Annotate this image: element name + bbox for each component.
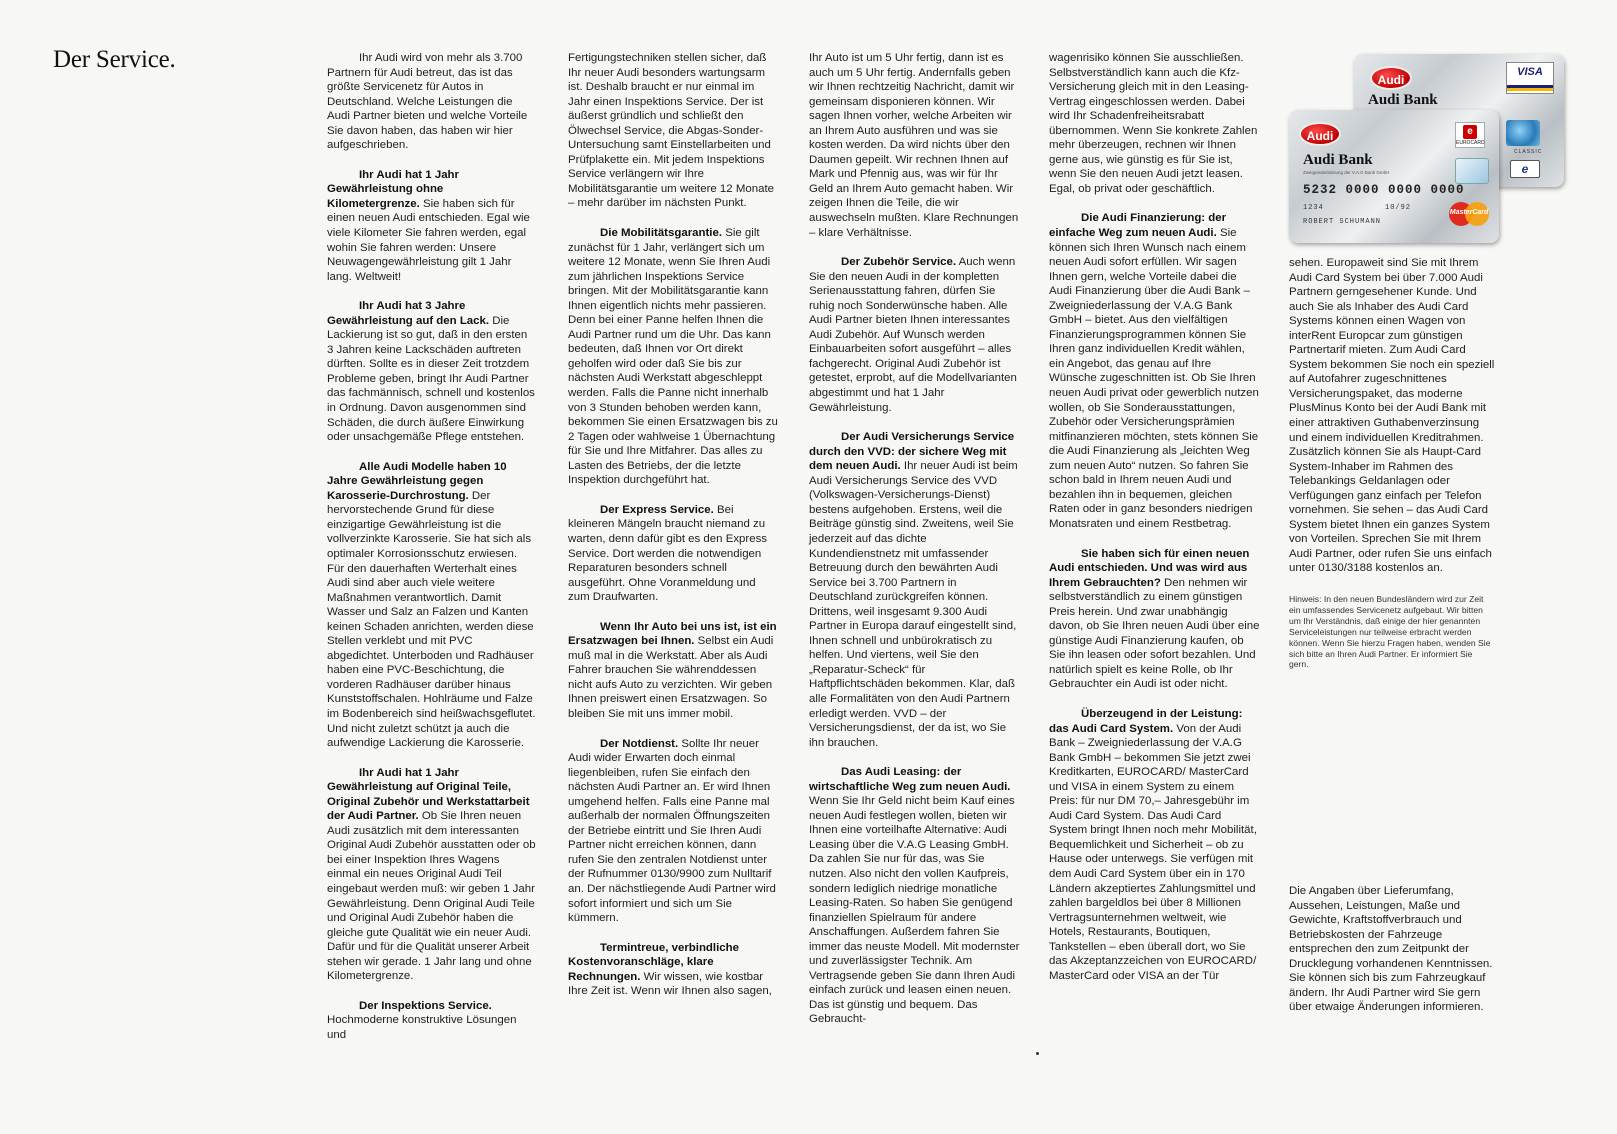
mastercard-logo: MasterCard [1449, 202, 1489, 226]
eurocard-logo: e EUROCARD [1455, 122, 1485, 148]
paragraph-text: Ihr Audi wird von mehr als 3.700 Partnern für Audi betreut, das ist das größte Servicenetz für Autos in Deutschland. Welche Leistungen die Audi Partner bieten und welche Vorteile Sie davon haben, das haben wir hier aufgeschrieben. [327, 52, 528, 152]
paragraph-text: Sie gilt zunächst für 1 Jahr, verlängert sich um weitere 12 Monate, wenn Sie Ihren Audi zum jährlichen Inspektions Service bringen. Mit der Mobilitätsgarantie kann Ihnen eigentlich nichts mehr passieren. Denn bei einer Panne helfen Ihnen die Audi Partner rund um die Uhr. Das kann bedeuten, daß Ihnen vor Ort direkt geholfen wird oder daß Sie bis zur nächsten Audi Werkstatt abgeschleppt werden. Falls die Panne nicht innerhalb von 3 Stunden behoben werden kann, bekommen Sie einen Ersatzwagen bis zu 2 Tagen oder wahlweise 1 Übernachtung für Sie und Ihre Mitfahrer. Das alles zu Lasten des Betriebs, der die letzte Inspektion durchgeführt hat. [568, 227, 778, 487]
card-number: 5232 0000 0000 0000 [1303, 183, 1465, 197]
section-heading: Das Audi Leasing: der wirtschaftliche Weg zum neuen Audi. [809, 766, 1011, 793]
paragraph [568, 941, 779, 999]
paragraph-text: wagenrisiko können Sie ausschließen. Selbstverständlich kann auch die Kfz-Versicherung gleich mit in den Leasing-Vertrag eingeschlossen werden. Dabei wird Ihr Schadenfreiheitsrabatt übernommen. Wenn Sie konkrete Zahlen mehr überzeugen, rechnen wir Ihnen gerne aus, wie günstig es für Sie ist, wenn Sie den neuen Audi jetzt leasen. Egal, ob privat oder geschäftlich. [1049, 52, 1258, 195]
paragraph [327, 460, 536, 751]
paragraph [809, 430, 1020, 750]
paragraph [327, 766, 536, 984]
ec-logo: e [1510, 160, 1540, 178]
card-holder: ROBERT SCHUMANN [1303, 218, 1382, 226]
audi-logo: Audi [1299, 122, 1341, 146]
section-heading: Ihr Audi hat 1 Jahr Gewährleistung auf Original Teile, Original Zubehör und Werkstattarbeit der Audi Partner. [327, 766, 530, 823]
classic-label: CLASSIC [1514, 149, 1543, 155]
paragraph-text: Die Lackierung ist so gut, daß in den ersten 3 Jahren keine Lackschäden auftreten dürften. Sollte es in dieser Zeit trotzdem Probleme geben, bringt Ihr Audi Partner das fachmännisch, schnell und kostenlos in Ordnung. Davon ausgenommen sind Schäden, die durch äußere Einwirkung oder unsachgemäße Pflege entstehen. [327, 314, 535, 444]
paragraph [327, 299, 536, 444]
disclaimer: Die Angaben über Lieferumfang, Aussehen, Leistungen, Maße und Gewichte, Kraftstoffverbrauch und Betriebskosten der Fahrzeuge entsprechen den zum Zeitpunkt der Drucklegung vorhandenen Kenntnissen. Sie können sich bis zum Fahrzeugkauf ändern. Ihr Audi Partner wird Sie gern über etwaige Änderungen informieren. [1289, 885, 1493, 1014]
paragraph-text: Den nehmen wir selbstverständlich zu einem günstigen Preis herein. Und zwar unabhängig davon, ob Sie Ihren neuen Audi über eine günstige Audi Finanzierung kaufen, ob Sie ihn leasen oder sofort bezahlen. Und natürlich spielt es keine Rolle, ob Ihr Gebrauchter ein Audi ist oder nicht. [1049, 576, 1260, 691]
paragraph: sehen. Europaweit sind Sie mit Ihrem Audi Card System bei über 7.000 Audi Partnern gerngesehener Kunde. Und auch Sie als Inhaber des Audi Card Systems können einen Wagen von interRent Europcar zum günstigen Partnertarif mieten. Zum Audi Card System bekommen Sie noch ein speziell auf Autofahrer zugeschnittenes Versicherungspaket, das moderne PlusMinus Konto bei der Audi Bank mit einer attraktiven Guthabenverzinsung und einem individuellen Kreditrahmen. Zusätzlich können Sie als Haupt-Card System-Inhaber im Rahmen des Telebankings Geldanlagen oder Verfügungen ganz einfach per Telefon vornehmen. Sie sehen – das Audi Card System bietet Ihnen ein ganzes System von Vorteilen. Sprechen Sie mit Ihrem Audi Partner, oder rufen Sie uns einfach unter 0130/3188 kostenlos an. [1289, 257, 1495, 575]
paragraph-text: Der hervorstechende Grund für diese einzigartige Gewährleistung ist die vollverzinkte Karosserie. Sie hat sich als optimaler Korrosionsschutz erwiesen. Für den dauerhaften Werterhalt eines Audi sind aber auch viele weitere Maßnahmen verantwortlich. Damit Wasser und Salz an Falzen und Kanten keinen Schaden anrichten, werden diese Stellen verklebt und mit PVC abgedichtet. Unterboden und Radhäuser haben eine PVC-Beschichtung, die vorderen Radhäuser darüber hinaus Kunststoffschalen. Hohlräume und Falze im Bodenbereich sind heißwachsgeflutet. Und nicht zuletzt schützt ja auch die aufwendige Lackierung die Karosserie. [327, 489, 536, 750]
paragraph [1049, 547, 1260, 692]
paragraph-text: Sollte Ihr neuer Audi wider Erwarten doch einmal liegenbleiben, rufen Sie einfach den nächsten Audi Partner an. Er wird Ihnen umgehend helfen. Falls eine Panne mal außerhalb der normalen Öffnungszeiten der Betriebe eintritt und Sie Ihren Audi Partner nicht erreichen können, dann rufen Sie den zentralen Notdienst unter der Rufnummer 0130/9900 zum Nulltarif an. Der nächstliegende Audi Partner wird sofort informiert und sich um Sie kümmern. [568, 737, 776, 925]
section-heading: Die Audi Finanzierung: der einfache Weg zum neuen Audi. [1049, 212, 1227, 240]
hologram-globe-icon [1455, 158, 1489, 184]
paragraph [809, 255, 1020, 415]
section-heading: Der Express Service. [600, 503, 714, 516]
section-heading: Der Notdienst. [600, 737, 679, 750]
paragraph [568, 620, 779, 722]
card-bank-name: Audi Bank [1303, 152, 1373, 168]
paragraph-text: Bei kleineren Mängeln braucht niemand zu warten, denn dafür gibt es den Express Service. Dort werden die notwendigen Reparaturen besonders schnell ausgeführt. Ohne Voranmeldung und zum Draufwarten. [568, 503, 768, 604]
text-column-5 [1289, 256, 1497, 576]
section-heading: Alle Audi Modelle haben 10 Jahre Gewährleistung gegen Karosserie-Durchrostung. [327, 460, 507, 502]
paragraph [327, 999, 536, 1043]
text-column-4 [1049, 51, 1260, 983]
eurocard-mastercard-image [1289, 110, 1499, 243]
paragraph-text: Wir wissen, wie kostbar Ihre Zeit ist. Wenn wir Ihnen also sagen, [568, 970, 772, 998]
paragraph [327, 51, 536, 153]
section-heading: Überzeugend in der Leistung: das Audi Card System. [1049, 707, 1243, 735]
paragraph-text: Sie haben sich für einen neuen Audi entschieden. Egal wie viele Kilometer Sie fahren werden, egal wohin Sie fahren werden: Unsere Neuwagengewährleistung gilt 1 Jahr lang. Weltweit! [327, 197, 530, 283]
visa-logo: VISA [1506, 62, 1554, 94]
section-heading: Der Audi Versicherungs Service durch den VVD: der sichere Weg mit dem neuen Audi. [809, 431, 1015, 473]
section-heading: Ihr Audi hat 1 Jahr Gewährleistung ohne Kilometergrenze. [327, 168, 459, 210]
paragraph [568, 51, 779, 211]
paragraph [809, 51, 1020, 240]
paragraph-text: Ihr Auto ist um 5 Uhr fertig, dann ist es auch um 5 Uhr fertig. Andernfalls geben wir Ihnen rechtzeitig Nachricht, damit wir gemeinsam disponieren können. Wir sagen Ihnen vorher, welche Arbeiten wir an Ihrem Auto ausführen und was sie kosten werden. Da wird nichts über den Daumen gepeilt. Wir rechnen Ihnen auf Mark und Pfennig aus, was wir für Ihr Geld an Ihrem Auto gemacht haben. Wir zeigen Ihnen die Teile, die wir auswechseln mußten. Klare Rechnungen – klare Verhältnisse. [809, 52, 1019, 239]
paragraph-text: Selbst ein Audi muß mal in die Werkstatt. Aber als Audi Fahrer brauchen Sie währenddessen nicht aufs Auto zu verzichten. Wir geben Ihnen preiswert einen Ersatzwagen. So bleiben Sie mit uns immer mobil. [568, 635, 774, 720]
paragraph [568, 226, 779, 488]
paragraph [327, 168, 536, 284]
section-heading: Der Zubehör Service. [841, 256, 957, 269]
paragraph-text: Ob Sie Ihren neuen Audi zusätzlich mit dem interessanten Original Audi Zubehör ausstatten oder ob bei einer Inspektion Ihres Wagens einmal ein neues Original Audi Teil eingebaut werden muß: wir geben 1 Jahr Gewährleistung. Denn Original Audi Teile und Original Audi Zubehör haben die gleiche gute Qualität wie ein neuer Audi. Dafür und für die Qualität unserer Arbeit stehen wir gerade. 1 Jahr lang und ohne Kilometergrenze. [327, 810, 536, 983]
text-column-3 [809, 51, 1020, 1027]
card-subline: Zweigniederlassung der V.A.G Bank GmbH [1303, 170, 1390, 175]
paragraph [1049, 211, 1260, 531]
stray-mark [1036, 1052, 1039, 1055]
paragraph-text: Fertigungstechniken stellen sicher, daß Ihr neuer Audi besonders wartungsarm ist. Deshalb braucht er nur einmal im Jahr einen Inspektions Service. Der ist äußerst gründlich und schließt den Ölwechsel Service, die Abgas-Sonder-Untersuchung samt Einstellarbeiten und Prüfplakette ein. Mit jedem Inspektions Service verlängern wir Ihre Mobilitätsgarantie um weitere 12 Monate – mehr darüber im nächsten Punkt. [568, 52, 774, 210]
audi-logo: Audi [1370, 66, 1412, 90]
paragraph [809, 765, 1020, 1027]
paragraph [1049, 51, 1260, 196]
paragraph-text: Wenn Sie Ihr Geld nicht beim Kauf eines neuen Audi festlegen wollen, bieten wir Ihnen eine vorteilhafte Alternative: Audi Leasing über die V.A.G Leasing GmbH. Da zahlen Sie nur für das, was Sie nutzen. Also nicht den vollen Kaufpreis, sondern lediglich niedrige monatliche Leasing-Raten. So haben Sie genügend finanziellen Spielraum für andere Anschaffungen. Außerdem fahren Sie immer das neuste Modell. Mit modernster und zuverlässigster Technik. Am Vertragsende geben Sie dann Ihren Audi einfach zurück und leasen einen neuen. Das ist günstig und bequem. Das Gebraucht- [809, 795, 1020, 1026]
paragraph-text: Sie können sich Ihren Wunsch nach einem neuen Audi sofort erfüllen. Wir sagen Ihnen gern, welche Vorteile dabei die Audi Finanzierung über die Audi Bank – Zweigniederlassung der V.A.G Bank GmbH – bietet. Aus den vielfältigen Finanzierungsprogrammen können Sie Ihren ganz individuellen Kredit wählen, ein Angebot, das genau auf Ihre Wünsche zugeschnitten ist. Ob Sie Ihren neuen Audi privat oder gewerblich nutzen wollen, ob Sie Sonderausstattungen, Zubehör oder Versicherungsprämien mitfinanzieren möchten, stets können Sie die Audi Finanzierung als „leichten Weg zum neuen Auto“ nutzen. So fahren Sie schon bald in Ihrem neuen Audi und bezahlen ihn in bequemen, gleichen Raten oder in ganz besonders niedrigen Monatsraten und einem Restbetrag. [1049, 227, 1259, 530]
card-bank-name: Audi Bank [1368, 92, 1438, 108]
section-heading: Wenn Ihr Auto bei uns ist, ist ein Ersatzwagen bei Ihnen. [568, 620, 777, 648]
text-column-1 [327, 51, 536, 1042]
paragraph [1049, 707, 1260, 983]
section-heading: Termintreue, verbindliche Kostenvoranschläge, klare Rechnungen. [568, 941, 739, 983]
paragraph-text: Auch wenn Sie den neuen Audi in der kompletten Serienausstattung fahren, dürfen Sie ruhig noch Sonderwünsche haben. Alle Audi Partner bieten Ihnen interessantes Audi Zubehör. Auf Wunsch werden Einbauarbeiten sofort ausgeführt – alles fachgerecht. Original Audi Zubehör ist getestet, erprobt, auf die Modellvarianten abgestimmt und hat 1 Jahr Gewährleistung. [809, 256, 1017, 414]
paragraph [568, 503, 779, 605]
hologram-dove-icon [1506, 120, 1540, 146]
paragraph-text: Von der Audi Bank – Zweigniederlassung der V.A.G Bank GmbH – bekommen Sie jetzt zwei Kreditkarten, EUROCARD/ MasterCard und VISA in einem System zu einem Preis: für nur DM 70,– Jahresgebühr im Audi Card System. Das Audi Card System bringt Ihnen noch mehr Mobilität, Bequemlichkeit und Sicherheit – ob zu Hause oder unterwegs. Sie verfügen mit dem Audi Card System über ein in 170 Ländern akzeptiertes Zahlungsmittel und zahlen bargeldlos bei über 8 Millionen Vertragsunternehmen weltweit, wie Hotels, Restaurants, Boutiquen, Tankstellen – eben überall dort, wo Sie das Akzeptanzzeichen von EUROCARD/ MasterCard oder VISA an der Tür [1049, 722, 1257, 982]
paragraph-text: Hochmoderne konstruktive Lösungen und [327, 1014, 517, 1041]
footnote-hint: Hinweis: In den neuen Bundesländern wird zur Zeit ein umfassendes Servicenetz aufgebaut. Wir bitten um Ihr Verständnis, daß einige der hier genannten Serviceleistungen nur teilweise erbracht werden können. Wenn Sie hierzu Fragen haben, wenden Sie sich bitte an Ihren Audi Partner. Er informiert Sie gern. [1289, 594, 1491, 670]
paragraph [568, 737, 779, 926]
card-number-prefix: 1234 [1303, 204, 1324, 212]
section-heading: Sie haben sich für einen neuen Audi entschieden. Und was wird aus Ihrem Gebrauchten? [1049, 547, 1250, 589]
paragraph-text: Ihr neuer Audi ist beim Audi Versicherungs Service des VVD (Volkswagen-Versicherungs-Dienst) bestens aufgehoben. Erstens, weil die Beiträge günstig sind. Zweitens, weil Sie jederzeit auf das dichte Kundendienstnetz mit umfassender Betreuung durch den bewährten Audi Service bei 3.700 Partnern in Deutschland zurückgreifen können. Drittens, weil insgesamt 9.300 Audi Partner in Europa darauf eingestellt sind, Ihnen schnell und unbürokratisch zu helfen. Und viertens, weil Sie den „Reparatur-Scheck“ für Haftpflichtschäden bekommen. Klar, daß alle Formalitäten von den Audi Partnern erledigt werden. VVD – der Versicherungsdienst, der da ist, wo Sie ihn brauchen. [809, 460, 1018, 749]
section-heading: Ihr Audi hat 3 Jahre Gewährleistung auf den Lack. [327, 300, 490, 327]
card-valid-date: 10/92 [1385, 204, 1412, 212]
text-column-2 [568, 51, 779, 999]
page-title: Der Service. [53, 46, 176, 73]
section-heading: Die Mobilitätsgarantie. [600, 227, 723, 240]
section-heading: Der Inspektions Service. [359, 999, 492, 1012]
